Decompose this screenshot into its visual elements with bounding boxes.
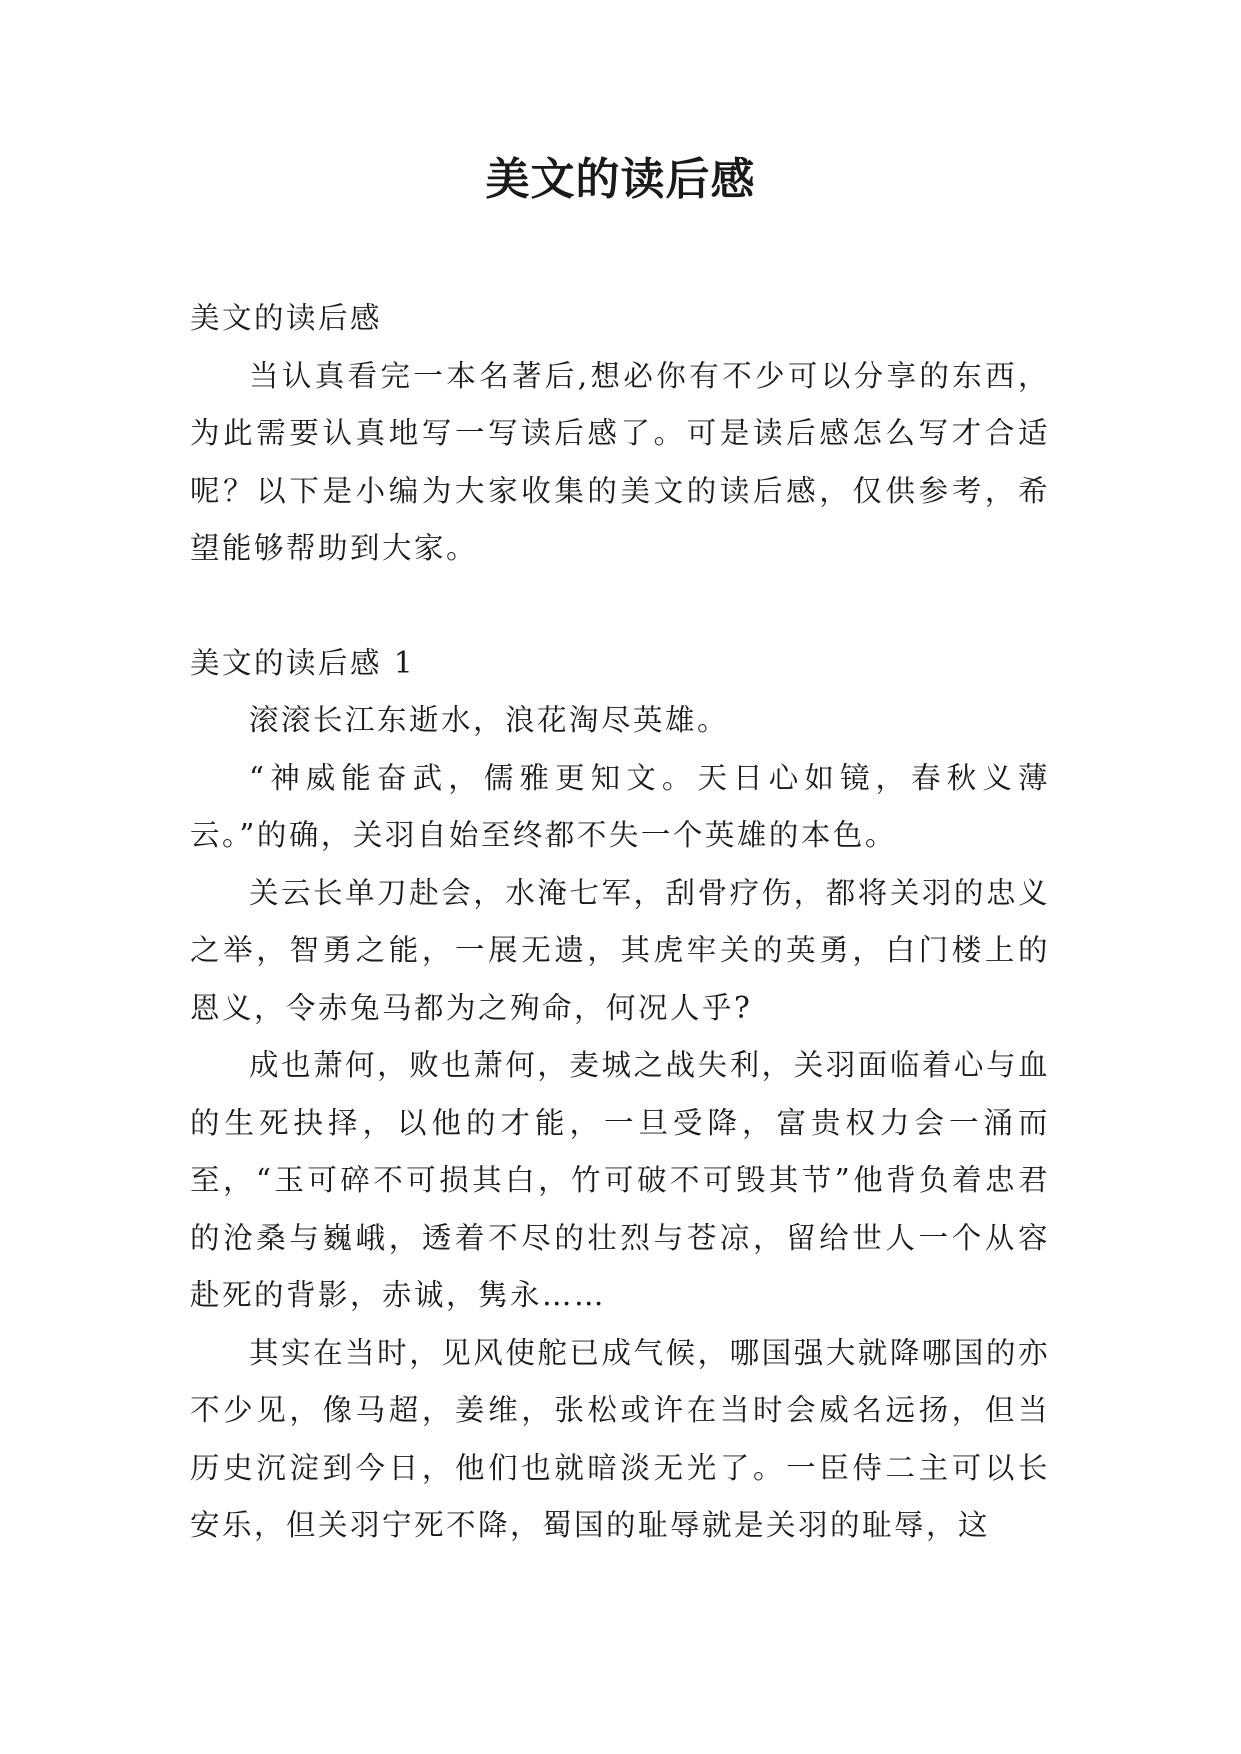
document-body (190, 290, 1050, 1555)
section-spacer (190, 578, 1050, 635)
body-paragraph: 滚滚长江东逝水，浪花淘尽英雄。 (249, 703, 730, 737)
body-paragraph: “神威能奋武，儒雅更知文。天日心如镜，春秋义薄云。”的确，关羽自始至终都不失一个英雄的本色。 (190, 760, 1050, 852)
intro-paragraph: 当认真看完一本名著后,想必你有不少可以分享的东西，为此需要认真地写一写读后感了。可是读后感怎么写才合适呢？以下是小编为大家收集的美文的读后感，仅供参考，希望能够帮助到大家。 (190, 358, 1050, 565)
subtitle-heading: 美文的读后感 (190, 301, 383, 335)
section-heading: 美文的读后感 1 (190, 645, 416, 680)
body-paragraph: 其实在当时，见风使舵已成气候，哪国强大就降哪国的亦不少见，像马超，姜维，张松或许在当时会威名远扬，但当历史沉淀到今日，他们也就暗淡无光了。一臣侍二主可以长安乐，但关羽宁死不降，蜀国的耻辱就是关羽的耻辱，这 (190, 1335, 1050, 1542)
document-title: 美文的读后感 (485, 154, 756, 205)
body-paragraph: 关云长单刀赴会，水淹七军，刮骨疗伤，都将关羽的忠义之举，智勇之能，一展无遗，其虎牢关的英勇，白门楼上的恩义，令赤兔马都为之殉命，何况人乎? (190, 875, 1050, 1025)
body-paragraph: 成也萧何，败也萧何，麦城之战失利，关羽面临着心与血的生死抉择，以他的才能，一旦受降，富贵权力会一涌而至，“玉可碎不可损其白，竹可破不可毁其节”他背负着忠君的沧桑与巍峨，透着不尽的壮烈与苍凉，留给世人一个从容赴死的背影，赤诚，隽永…… (190, 1048, 1050, 1312)
